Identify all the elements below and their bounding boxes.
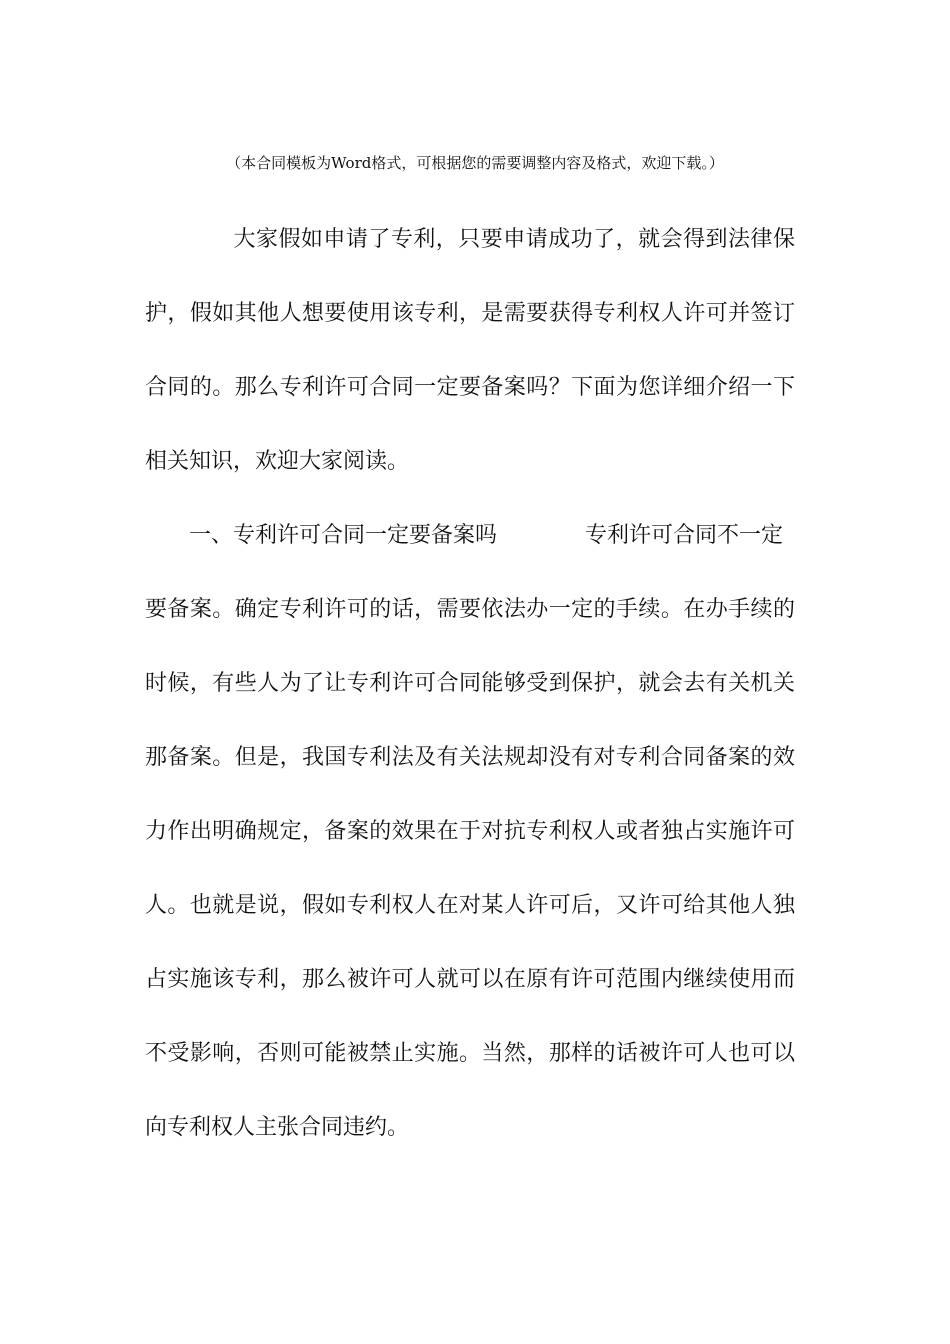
body-line-4: 相关知识，欢迎大家阅读。 <box>145 449 410 474</box>
body-text: 大家假如申请了专利，只要申请成功了，就会得到法律保 <box>233 227 795 252</box>
body-line-10: 人。也就是说，假如专利权人在对某人许可后，又许可给其他人独 <box>145 893 795 918</box>
body-line-7: 时候，有些人为了让专利许可合同能够受到保护，就会去有关机关 <box>145 671 795 696</box>
body-line-3: 合同的。那么专利许可合同一定要备案吗？下面为您详细介绍一下 <box>145 375 795 400</box>
body-line-9: 力作出明确规定，备案的效果在于对抗专利权人或者独占实施许可 <box>145 819 795 844</box>
body-line-13: 向专利权人主张合同违约。 <box>145 1115 410 1140</box>
body-line-1 <box>145 224 795 256</box>
body-line-6: 要备案。确定专利许可的话，需要依法办一定的手续。在办手续的 <box>145 597 795 622</box>
body-line-2: 护，假如其他人想要使用该专利，是需要获得专利权人许可并签订 <box>145 301 795 326</box>
body-line-8: 那备案。但是，我国专利法及有关法规却没有对专利合同备案的效 <box>145 745 795 770</box>
section-body-start: 专利许可合同不一定 <box>585 523 784 548</box>
body-line-11: 占实施该专利，那么被许可人就可以在原有许可范围内继续使用而 <box>145 967 795 992</box>
template-note: （本合同模板为Word格式，可根据您的需要调整内容及格式，欢迎下载。） <box>226 154 724 172</box>
section-heading: 一、专利许可合同一定要备案吗 <box>189 523 498 548</box>
body-line-12: 不受影响，否则可能被禁止实施。当然，那样的话被许可人也可以 <box>145 1041 795 1066</box>
section-heading-line <box>145 520 795 552</box>
